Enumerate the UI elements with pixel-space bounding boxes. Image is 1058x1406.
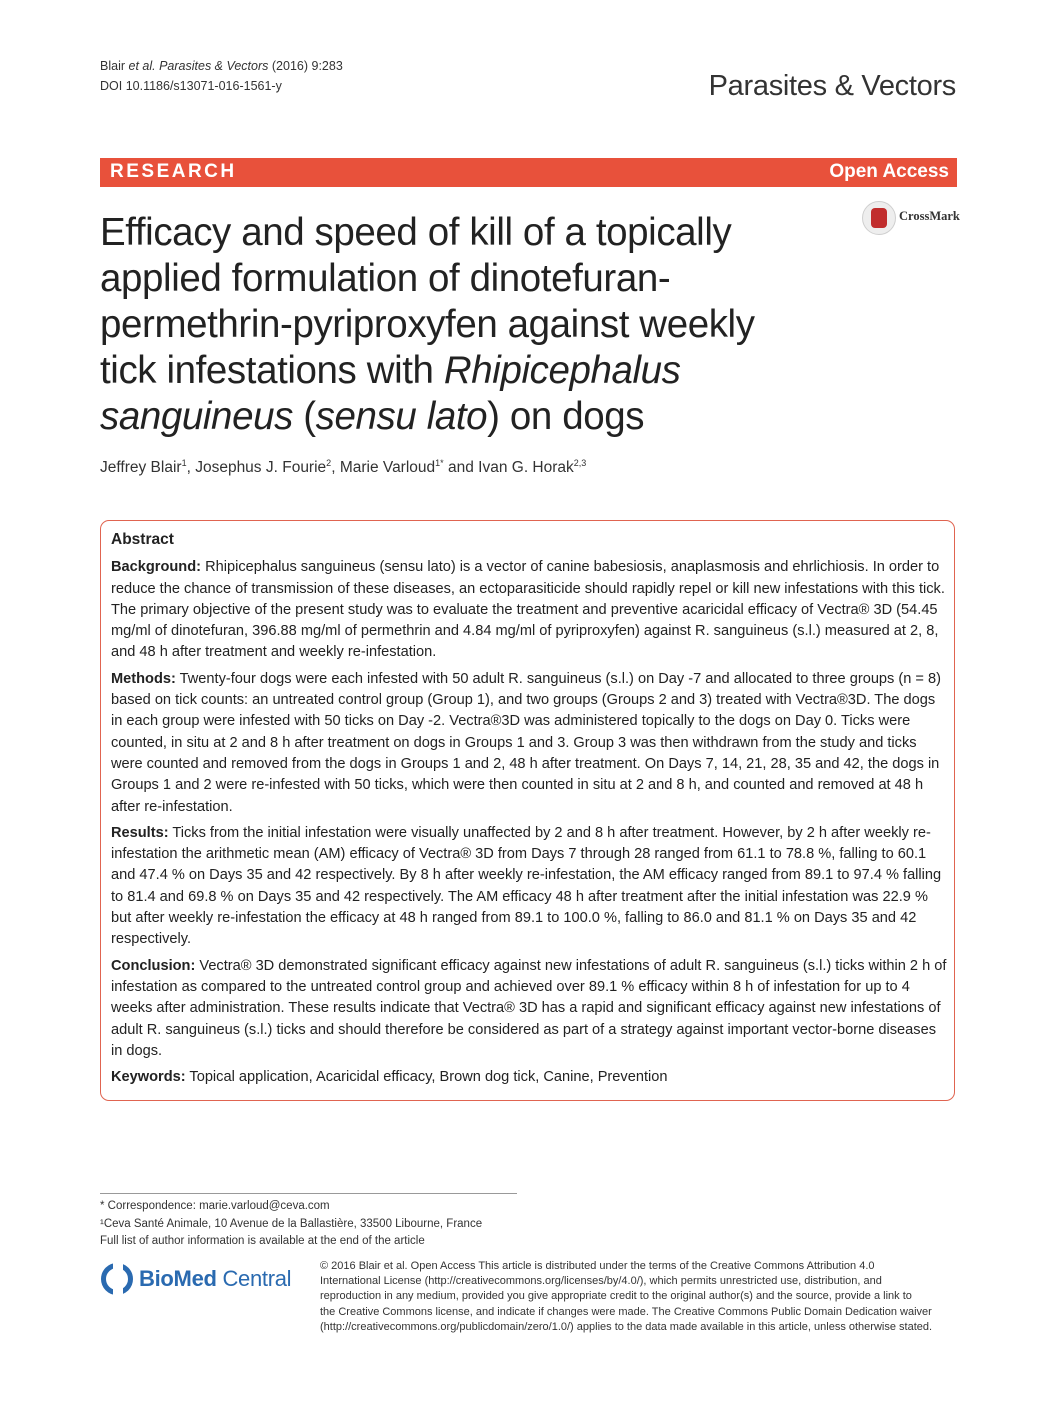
footnotes <box>100 1198 482 1251</box>
citation-line: Blair et al. Parasites & Vectors (2016) 9:283 <box>100 59 343 73</box>
crossmark-label: CrossMark <box>899 209 960 223</box>
abstract-section-text: Topical application, Acaricidal efficacy, Brown dog tick, Canine, Prevention <box>189 1069 668 1086</box>
license-line: reproduction in any medium, provided you give appropriate credit to the original author(s) and the source, provide a link to <box>320 1290 912 1303</box>
title-line: sanguineus (sensu lato) on dogs <box>100 395 645 438</box>
author-separator: , <box>186 459 196 477</box>
abstract-section-label: Results: <box>111 824 169 841</box>
license-line: International License (http://creativecommons.org/licenses/by/4.0/), which permits unrestricted use, distribution, and <box>320 1275 882 1288</box>
author-info-note: Full list of author information is available at the end of the article <box>100 1235 425 1247</box>
abstract-box <box>100 520 955 1101</box>
author-name: Jeffrey Blair <box>100 459 182 477</box>
footnote-divider <box>100 1193 517 1194</box>
abstract-section-text: Vectra® 3D demonstrated significant efficacy against new infestations of adult R. sanguineus (s.l.) ticks within 2 h of infestation as compared to the untreated control group and achieved over 89.1 % efficacy within 8 h of infestation for up to 4 weeks after administration. These results indicate that Vectra® 3D has a rapid and significant efficacy against new infestations of adult R. sanguineus (s.l.) ticks and should therefore be considered as part of a strategy against important vector-borne diseases in dogs. <box>111 957 947 1059</box>
citation-header <box>100 56 343 96</box>
author-affiliation-sup: 2 <box>326 458 332 468</box>
author-separator: and <box>443 459 479 477</box>
article-title <box>100 210 840 440</box>
title-line: permethrin-pyriproxyfen against weekly <box>100 303 755 346</box>
author-name: Ivan G. Horak <box>478 459 574 477</box>
doi-line[interactable]: DOI 10.1186/s13071-016-1561-y <box>100 79 282 93</box>
open-access-label: Open Access <box>829 161 949 182</box>
author-affiliation-sup: 1* <box>435 458 444 468</box>
biomed-central-logo <box>101 1263 311 1299</box>
abstract-section-text: Rhipicephalus sanguineus (sensu lato) is a vector of canine babesiosis, anaplasmosis and ehrlichiosis. In order to reduce the chance of transmission of these diseases, an ectoparasiticide should rapidly repel or kill new infestations with this tick. The primary objective of the present study was to evaluate the treatment and preventive acaricidal efficacy of Vectra® 3D (54.45 mg/ml of dinotefuran, 396.88 mg/ml of permethrin and 4.84 mg/ml of pyriproxyfen) against R. sanguineus (s.l.) measured at 2, 8, and 48 h after treatment and weekly re-infestation. <box>111 559 945 661</box>
title-line: tick infestations with Rhipicephalus <box>100 349 681 392</box>
author-name: Marie Varloud <box>339 459 436 477</box>
crossmark-icon <box>862 201 896 235</box>
affiliation-note: ¹Ceva Santé Animale, 10 Avenue de la Ballastière, 33500 Libourne, France <box>100 1217 483 1230</box>
abstract-section <box>111 669 947 818</box>
biomed-logo-icon <box>101 1263 133 1295</box>
author-separator: , <box>331 459 340 477</box>
abstract-section-label: Keywords: <box>111 1069 186 1086</box>
journal-name: Parasites & Vectors <box>708 70 956 102</box>
abstract-section-label: Methods: <box>111 670 176 687</box>
license-line: (http://creativecommons.org/publicdomain/zero/1.0/) applies to the data made available in this article, unless otherwise stated. <box>320 1320 933 1333</box>
abstract-section <box>111 1067 947 1088</box>
biomed-logo-text: BioMed Central <box>139 1266 292 1291</box>
title-line: Efficacy and speed of kill of a topically <box>100 211 732 254</box>
abstract-section-label: Conclusion: <box>111 957 196 974</box>
license-line: the Creative Commons license, and indicate if changes were made. The Creative Commons Public Domain Dedication waiver <box>320 1305 932 1318</box>
abstract-heading: Abstract <box>111 531 174 548</box>
license-line: © 2016 Blair et al. Open Access This article is distributed under the terms of the Creative Commons Attribution 4.0 <box>320 1260 875 1272</box>
abstract-section <box>111 557 947 663</box>
license-text <box>320 1259 960 1335</box>
article-type-label: RESEARCH <box>110 161 237 182</box>
article-type-banner <box>100 158 957 187</box>
correspondence-note: * Correspondence: marie.varloud@ceva.com <box>100 1200 330 1212</box>
abstract-section-label: Background: <box>111 559 201 576</box>
abstract-content <box>111 529 947 1093</box>
abstract-section-text: Twenty-four dogs were each infested with 50 adult R. sanguineus (s.l.) on Day -7 and allocated to three groups (n = 8) based on tick counts: an untreated control group (Group 1), and two groups (Groups 2 and 3) treated with Vectra®3D. The dogs in each group were infested with 50 ticks on Day -2. Vectra®3D was administered topically to the dogs on Day 0. Ticks were counted, in situ at 2 and 8 h after treatment on dogs in Groups 1 and 3. Group 3 was then withdrawn from the study and ticks were counted and removed from the dogs in Groups 1 and 2, 48 h after treatment. On Days 7, 14, 21, 28, 35 and 42, the dogs in Groups 1 and 2 were re-infested with 50 ticks, which were then counted in situ at 2 and 8 h, and counted and removed at 48 h after re-infestation. <box>111 670 941 815</box>
abstract-section <box>111 823 947 951</box>
abstract-section <box>111 956 947 1062</box>
abstract-section-text: Ticks from the initial infestation were visually unaffected by 2 and 8 h after treatment. However, by 2 h after weekly re-infestation the arithmetic mean (AM) efficacy of Vectra® 3D from Days 7 through 28 ranged from 61.1 to 78.8 %, falling to 60.1 and 47.4 % on Days 35 and 42 respectively. By 8 h after weekly re-infestation, the AM efficacy ranged from 89.1 to 97.4 % falling to 81.4 and 69.8 % on Days 35 and 42 respectively. The AM efficacy 48 h after treatment after the initial infestation was 22.9 % but after weekly re-infestation the efficacy at 48 h ranged from 89.1 to 100.0 %, falling to 86.0 and 81.1 % on Days 35 and 42 respectively. <box>111 824 942 948</box>
author-affiliation-sup: 1 <box>181 458 187 468</box>
author-name: Josephus J. Fourie <box>195 459 327 477</box>
crossmark-badge[interactable] <box>862 200 962 238</box>
author-affiliation-sup: 2,3 <box>573 458 587 468</box>
author-list <box>100 458 586 477</box>
title-line: applied formulation of dinotefuran- <box>100 257 671 300</box>
